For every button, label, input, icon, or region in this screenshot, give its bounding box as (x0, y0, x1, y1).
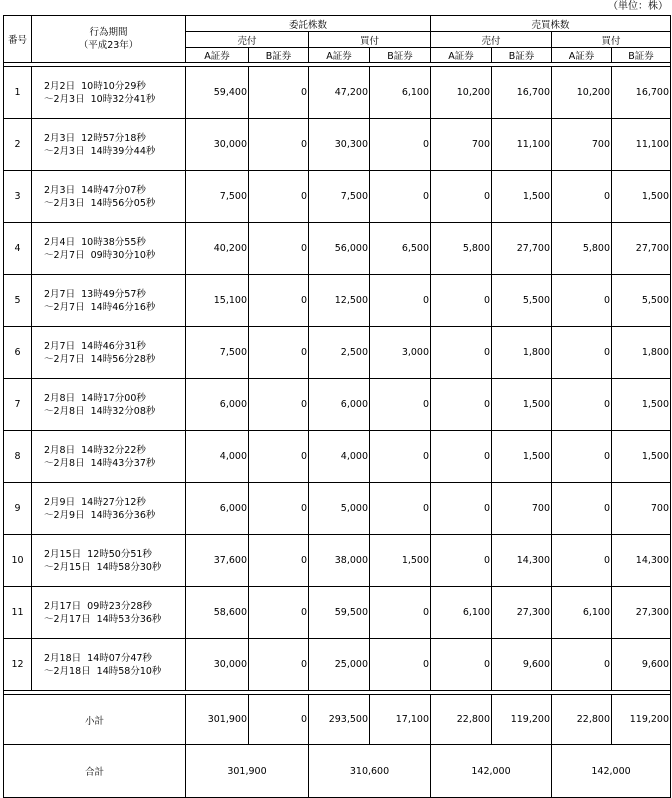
total-consigned-buy: 310,600 (309, 745, 431, 798)
table-cell: 700 (492, 483, 552, 535)
table-cell: 15,100 (186, 275, 249, 327)
table-cell: 0 (431, 639, 492, 691)
row-period (32, 379, 186, 431)
table-cell: 59,500 (309, 587, 370, 639)
table-cell: 1,800 (492, 327, 552, 379)
table-cell: 10,200 (431, 67, 492, 119)
row-number: 12 (4, 639, 32, 691)
table-cell: 17,100 (370, 695, 431, 745)
header-b: B証券 (492, 48, 552, 63)
header-b: B証券 (370, 48, 431, 63)
header-b: B証券 (612, 48, 671, 63)
table-cell: 0 (249, 223, 309, 275)
table-cell: 0 (552, 535, 612, 587)
row-period (32, 431, 186, 483)
table-cell: 4,000 (309, 431, 370, 483)
table-cell: 1,500 (492, 379, 552, 431)
table-cell: 2,500 (309, 327, 370, 379)
table-cell: 700 (612, 483, 671, 535)
row-period (32, 171, 186, 223)
table-row (4, 67, 671, 119)
table-cell: 3,000 (370, 327, 431, 379)
table-cell: 6,000 (309, 379, 370, 431)
table-cell: 22,800 (431, 695, 492, 745)
table-cell: 301,900 (186, 695, 249, 745)
table-cell: 27,700 (492, 223, 552, 275)
header-b: B証券 (249, 48, 309, 63)
period-end: ～2月3日 14時39分44秒 (44, 145, 156, 157)
table-cell: 22,800 (552, 695, 612, 745)
table-cell: 0 (431, 171, 492, 223)
table-cell: 0 (431, 535, 492, 587)
table-cell: 6,100 (370, 67, 431, 119)
row-period (32, 67, 186, 119)
table-row (4, 379, 671, 431)
table-cell: 30,300 (309, 119, 370, 171)
subtotal-row (4, 695, 671, 745)
trading-table (3, 15, 671, 798)
unit-note: （単位：株） (608, 1, 668, 12)
table-cell: 0 (552, 431, 612, 483)
row-period (32, 223, 186, 275)
row-number: 1 (4, 67, 32, 119)
subtotal-label: 小計 (4, 695, 186, 745)
table-cell: 30,000 (186, 119, 249, 171)
table-cell: 11,100 (612, 119, 671, 171)
row-period (32, 639, 186, 691)
period-end: ～2月8日 14時43分37秒 (44, 457, 156, 469)
table-cell: 30,000 (186, 639, 249, 691)
table-cell: 4,000 (186, 431, 249, 483)
row-number: 8 (4, 431, 32, 483)
table-cell: 14,300 (612, 535, 671, 587)
table-row (4, 431, 671, 483)
row-period (32, 587, 186, 639)
table-cell: 58,600 (186, 587, 249, 639)
table-cell: 16,700 (492, 67, 552, 119)
period-start: 2月18日 14時07分47秒 (44, 652, 152, 664)
total-row (4, 745, 671, 798)
table-cell: 0 (249, 483, 309, 535)
table-cell: 0 (249, 431, 309, 483)
table-cell: 0 (552, 639, 612, 691)
period-start: 2月3日 14時47分07秒 (44, 184, 146, 196)
table-cell: 119,200 (492, 695, 552, 745)
table-cell: 5,800 (431, 223, 492, 275)
table-cell: 37,600 (186, 535, 249, 587)
table-cell: 0 (249, 587, 309, 639)
table-row (4, 223, 671, 275)
period-start: 2月7日 13時49分57秒 (44, 288, 146, 300)
row-period (32, 327, 186, 379)
table-cell: 0 (552, 379, 612, 431)
table-cell: 293,500 (309, 695, 370, 745)
table-cell: 27,700 (612, 223, 671, 275)
table-body (4, 67, 671, 691)
table-cell: 0 (249, 171, 309, 223)
table-cell: 25,000 (309, 639, 370, 691)
header-a: A証券 (552, 48, 612, 63)
total-trading-buy: 142,000 (552, 745, 671, 798)
table-cell: 10,200 (552, 67, 612, 119)
row-number: 7 (4, 379, 32, 431)
table-cell: 700 (431, 119, 492, 171)
table-cell: 0 (370, 379, 431, 431)
header-consigned: 委託株数 (186, 16, 431, 32)
table-cell: 1,500 (612, 379, 671, 431)
header-no: 番号 (4, 16, 32, 63)
table-row (4, 639, 671, 691)
header-trading: 売買株数 (431, 16, 671, 32)
header-trading-buy: 買付 (552, 32, 671, 48)
table-cell: 27,300 (492, 587, 552, 639)
period-end: ～2月18日 14時58分10秒 (44, 665, 162, 677)
table-cell: 0 (552, 275, 612, 327)
table-cell: 6,100 (552, 587, 612, 639)
table-cell: 56,000 (309, 223, 370, 275)
table-row (4, 119, 671, 171)
table-cell: 0 (249, 639, 309, 691)
period-start: 2月4日 10時38分55秒 (44, 236, 146, 248)
table-cell: 0 (552, 483, 612, 535)
header-a: A証券 (309, 48, 370, 63)
table-cell: 119,200 (612, 695, 671, 745)
table-cell: 47,200 (309, 67, 370, 119)
table-row (4, 275, 671, 327)
table-cell: 700 (552, 119, 612, 171)
period-end: ～2月7日 14時46分16秒 (44, 301, 156, 313)
period-start: 2月7日 14時46分31秒 (44, 340, 146, 352)
header-trading-sell: 売付 (431, 32, 552, 48)
table-cell: 1,800 (612, 327, 671, 379)
table-cell: 0 (249, 67, 309, 119)
header-period-sub: （平成23年） (78, 40, 139, 51)
header-consigned-sell: 売付 (186, 32, 309, 48)
table-row (4, 535, 671, 587)
period-end: ～2月7日 14時56分28秒 (44, 353, 156, 365)
table-cell: 40,200 (186, 223, 249, 275)
table-cell: 9,600 (492, 639, 552, 691)
table-cell: 0 (552, 327, 612, 379)
period-start: 2月2日 10時10分29秒 (44, 80, 146, 92)
table-cell: 0 (431, 379, 492, 431)
table-cell: 0 (431, 327, 492, 379)
row-number: 3 (4, 171, 32, 223)
row-number: 11 (4, 587, 32, 639)
table-cell: 12,500 (309, 275, 370, 327)
table-cell: 1,500 (612, 171, 671, 223)
period-start: 2月9日 14時27分12秒 (44, 496, 146, 508)
table-cell: 5,500 (612, 275, 671, 327)
table-cell: 0 (370, 171, 431, 223)
table-cell: 0 (249, 379, 309, 431)
period-start: 2月8日 14時17分00秒 (44, 392, 146, 404)
table-cell: 5,800 (552, 223, 612, 275)
table-cell: 5,000 (309, 483, 370, 535)
table-cell: 0 (249, 275, 309, 327)
total-consigned-sell: 301,900 (186, 745, 309, 798)
row-number: 9 (4, 483, 32, 535)
table-cell: 14,300 (492, 535, 552, 587)
table-cell: 0 (431, 275, 492, 327)
table-cell: 6,000 (186, 379, 249, 431)
table-cell: 0 (431, 483, 492, 535)
table-cell: 1,500 (492, 171, 552, 223)
table-cell: 0 (370, 639, 431, 691)
table-cell: 0 (431, 431, 492, 483)
row-number: 10 (4, 535, 32, 587)
row-period (32, 275, 186, 327)
table-row (4, 327, 671, 379)
row-number: 2 (4, 119, 32, 171)
period-end: ～2月3日 10時32分41秒 (44, 93, 156, 105)
table-cell: 27,300 (612, 587, 671, 639)
period-end: ～2月7日 09時30分10秒 (44, 249, 156, 261)
period-start: 2月3日 12時57分18秒 (44, 132, 146, 144)
table-cell: 6,100 (431, 587, 492, 639)
table-cell: 16,700 (612, 67, 671, 119)
header-consigned-buy: 買付 (309, 32, 431, 48)
table-cell: 11,100 (492, 119, 552, 171)
header-a: A証券 (431, 48, 492, 63)
table-cell: 6,000 (186, 483, 249, 535)
row-period (32, 535, 186, 587)
header-period (32, 16, 186, 63)
header-period-label: 行為期間 (89, 27, 128, 38)
row-number: 4 (4, 223, 32, 275)
period-end: ～2月8日 14時32分08秒 (44, 405, 156, 417)
table-cell: 0 (370, 431, 431, 483)
header-a: A証券 (186, 48, 249, 63)
period-end: ～2月15日 14時58分30秒 (44, 561, 162, 573)
total-trading-sell: 142,000 (431, 745, 552, 798)
table-cell: 6,500 (370, 223, 431, 275)
table-cell: 0 (249, 695, 309, 745)
table-row (4, 587, 671, 639)
table-cell: 38,000 (309, 535, 370, 587)
period-start: 2月15日 12時50分51秒 (44, 548, 152, 560)
table-row (4, 171, 671, 223)
table-cell: 7,500 (186, 171, 249, 223)
period-start: 2月17日 09時23分28秒 (44, 600, 152, 612)
period-end: ～2月17日 14時53分36秒 (44, 613, 162, 625)
row-number: 6 (4, 327, 32, 379)
table-cell: 0 (370, 275, 431, 327)
table-cell: 0 (249, 535, 309, 587)
table-cell: 7,500 (186, 327, 249, 379)
total-label: 合計 (4, 745, 186, 798)
table-cell: 1,500 (492, 431, 552, 483)
table-cell: 0 (370, 483, 431, 535)
table-cell: 1,500 (370, 535, 431, 587)
row-number: 5 (4, 275, 32, 327)
table-cell: 0 (370, 119, 431, 171)
table-cell: 9,600 (612, 639, 671, 691)
period-start: 2月8日 14時32分22秒 (44, 444, 146, 456)
row-period (32, 483, 186, 535)
table-row (4, 483, 671, 535)
row-period (32, 119, 186, 171)
table-cell: 59,400 (186, 67, 249, 119)
table-cell: 0 (370, 587, 431, 639)
period-end: ～2月3日 14時56分05秒 (44, 197, 156, 209)
table-cell: 5,500 (492, 275, 552, 327)
period-end: ～2月9日 14時36分36秒 (44, 509, 156, 521)
table-cell: 0 (552, 171, 612, 223)
table-cell: 0 (249, 327, 309, 379)
table-cell: 7,500 (309, 171, 370, 223)
table-cell: 1,500 (612, 431, 671, 483)
table-cell: 0 (249, 119, 309, 171)
